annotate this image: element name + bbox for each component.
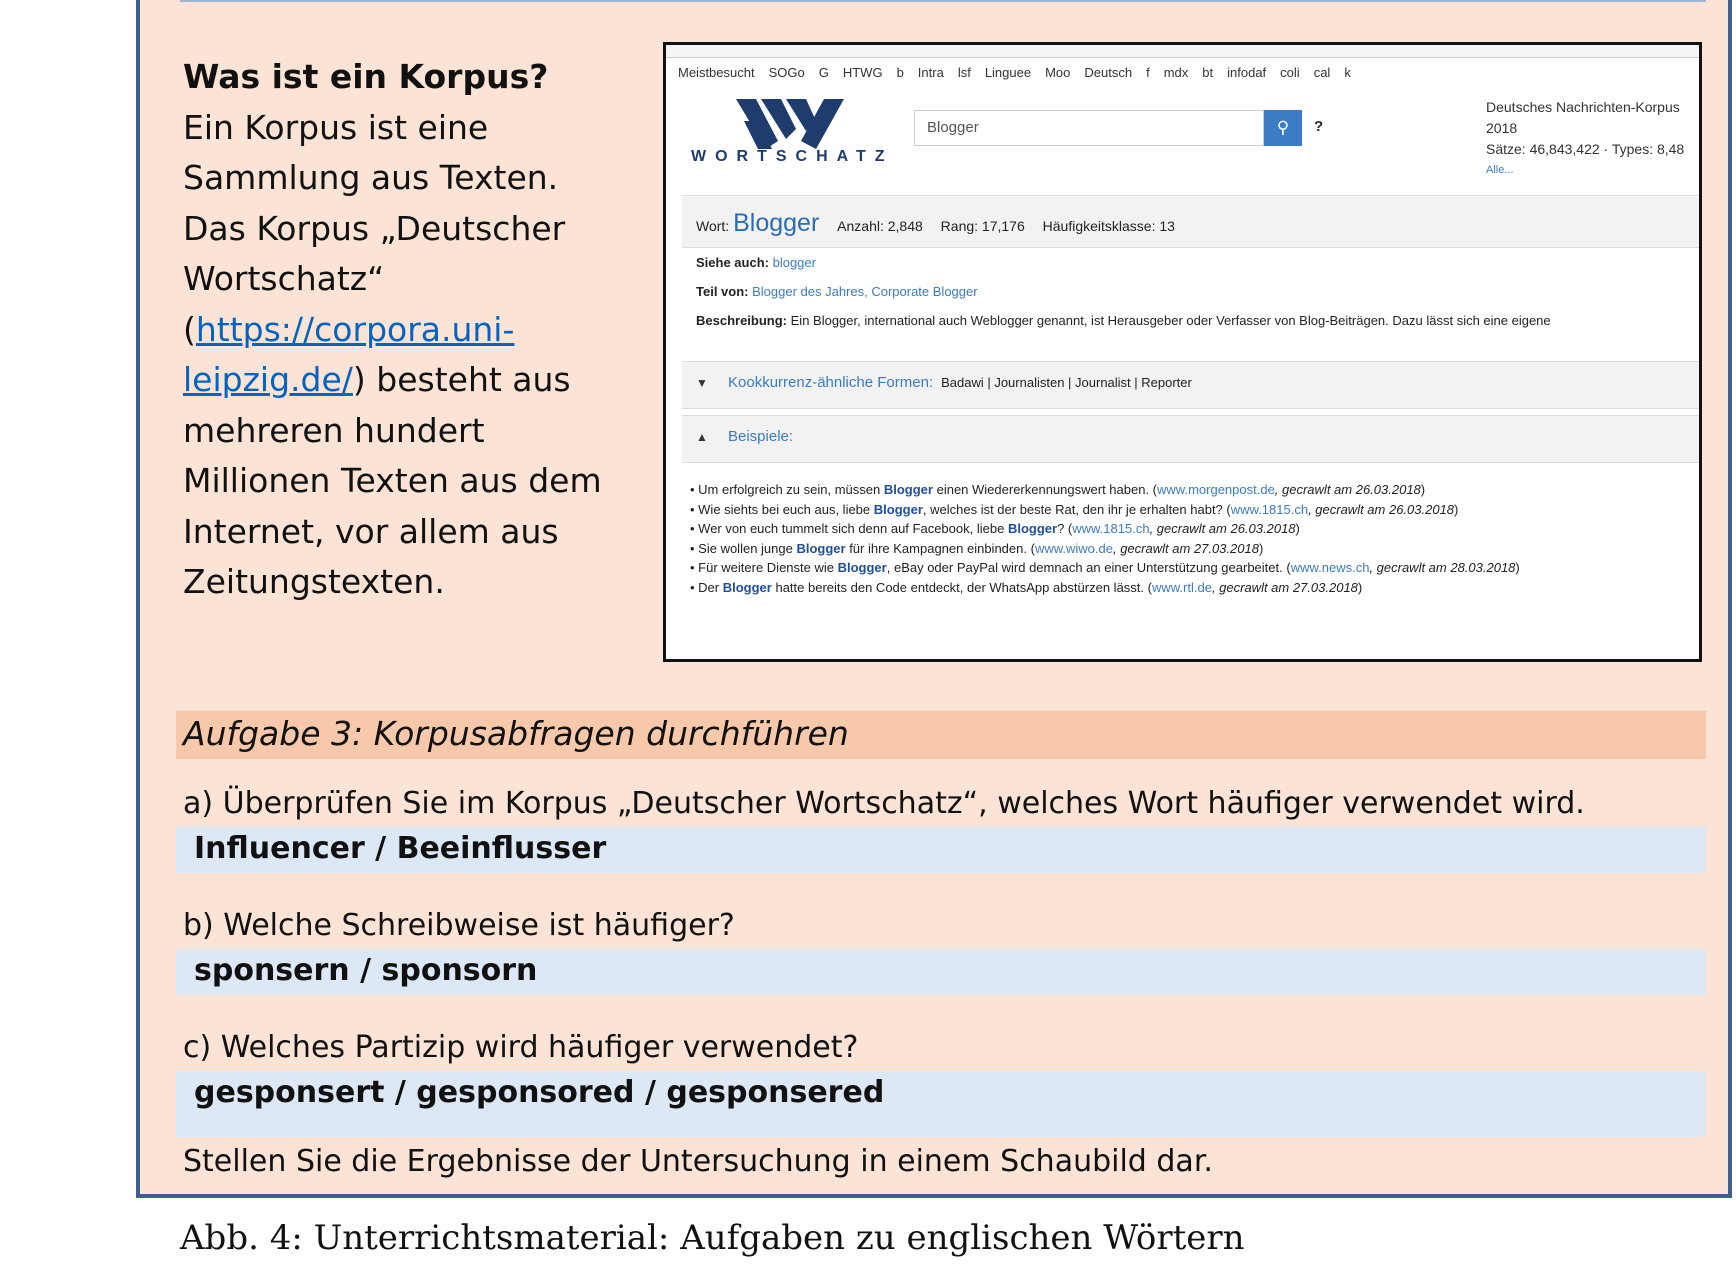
logo-text: WORTSCHATZ [691,148,894,165]
help-button[interactable]: ? [1314,118,1324,135]
search-icon: ⚲ [1276,118,1290,137]
example-text: • Wer von euch tummelt sich denn auf Facebook, liebe [690,521,1008,537]
bookmarks-bar [678,65,1698,87]
bookmark-item[interactable]: HTWG [842,65,883,80]
answer-a-box [176,827,1706,873]
description-label: Beschreibung: [696,313,788,328]
example-source-link[interactable]: www.1815.ch [1230,501,1309,517]
corpus-name: Deutsches Nachrichten-Korpus [1486,99,1680,115]
example-source-link[interactable]: www.wiwo.de [1034,540,1113,556]
example-text: • Sie wollen junge [690,540,797,556]
bookmark-item[interactable]: mdx [1163,65,1189,80]
description-text: Ein Blogger, international auch Weblogger genannt, ist Herausgeber oder Verfasser von Blog-Beiträgen. Dazu lässt sich eine eigene [790,313,1551,328]
word-header [682,197,1702,248]
example-text: einen Wiedererkennungswert haben. ( [932,482,1158,497]
example-source-link[interactable]: www.news.ch [1290,560,1370,576]
example-text: hatte bereits den Code entdeckt, der WhatsApp abstürzen lässt. ( [771,579,1152,595]
example-date: , gecrawlt am 26.03.2018 [1274,482,1421,497]
example-source-link[interactable]: www.rtl.de [1151,579,1212,595]
browser-toolbar [666,45,1699,58]
example-text: ? ( [1057,521,1073,537]
bookmark-item[interactable]: b [896,65,904,80]
example-text: ) [1515,560,1520,576]
bookmark-item[interactable]: bt [1202,65,1214,80]
example-source-link[interactable]: www.1815.ch [1072,521,1150,537]
bookmark-item[interactable]: Intra [917,65,944,80]
word-rank: Rang: 17,176 [940,218,1025,234]
examples-list [690,480,1520,598]
example-item [690,519,1520,539]
corpus-all-link[interactable]: Alle... [1486,164,1514,176]
search-button[interactable] [1264,110,1302,146]
chevron-down-icon: ▼ [696,376,708,390]
description-row [696,313,1551,328]
intro-heading: Was ist ein Korpus? [183,57,549,96]
bookmark-item[interactable]: k [1344,65,1351,80]
bookmark-item[interactable]: G [818,65,829,80]
bookmark-item[interactable]: Deutsch [1084,65,1133,80]
corpus-info [1486,97,1684,181]
answer-b: sponsern / sponsorn [194,953,538,988]
question-c: c) Welches Partizip wird häufiger verwendet? [183,1030,859,1065]
example-text: , eBay oder PayPal wird demnach an einer Unterstützung gearbeitet. ( [886,560,1291,576]
see-also-label: Siehe auch: [696,255,769,270]
bookmark-item[interactable]: Meistbesucht [678,65,755,80]
example-source-link[interactable]: www.morgenpost.de [1157,482,1275,497]
see-also-row [696,255,816,270]
example-item [690,480,1520,500]
example-text: , welches ist der beste Rat, den ihr je erhalten habt? ( [922,501,1231,517]
example-keyword: Blogger [837,560,887,576]
bookmark-item[interactable]: coli [1280,65,1300,80]
example-text: für ihre Kampagnen einbinden. ( [845,540,1035,556]
part-of-links[interactable]: Blogger des Jahres, Corporate Blogger [752,284,978,299]
chevron-up-icon: ▲ [696,430,708,444]
figure-caption: Abb. 4: Unterrichtsmaterial: Aufgaben zu englischen Wörtern [180,1218,1245,1258]
corpus-stats: Sätze: 46,843,422 · Types: 8,48 [1486,141,1685,157]
example-item [690,558,1520,578]
example-keyword: Blogger [883,482,933,497]
cooccurrence-forms: Badawi | Journalisten | Journalist | Reporter [941,375,1192,390]
example-keyword: Blogger [873,501,923,517]
word-label: Wort: [696,218,730,234]
cooccurrence-title: Kookkurrenz-ähnliche Formen: [728,374,934,391]
closing-instruction: Stellen Sie die Ergebnisse der Untersuchung in einem Schaubild dar. [183,1144,1213,1179]
answer-c-box [176,1071,1706,1137]
question-b: b) Welche Schreibweise ist häufiger? [183,908,735,943]
example-text: • Für weitere Dienste wie [690,560,838,576]
example-date: , gecrawlt am 28.03.2018 [1369,560,1516,576]
example-date: , gecrawlt am 26.03.2018 [1308,501,1455,517]
task-title: Aufgabe 3: Korpusabfragen durchführen [183,714,849,753]
example-date: , gecrawlt am 26.03.2018 [1149,521,1296,537]
example-text: • Wie siehts bei euch aus, liebe [690,501,874,517]
example-date: , gecrawlt am 27.03.2018 [1211,579,1358,595]
examples-title: Beispiele: [728,428,794,445]
intro-text [183,52,613,608]
word-count: Anzahl: 2,848 [837,218,923,234]
wortschatz-screenshot [663,42,1702,662]
answer-c: gesponsert / gesponsored / gesponsered [194,1075,885,1110]
example-item [690,578,1520,598]
example-item [690,539,1520,559]
word-title: Blogger [733,209,820,237]
example-keyword: Blogger [1007,521,1058,537]
bookmark-item[interactable]: lsf [957,65,971,80]
example-text: ) [1258,540,1264,556]
see-also-link[interactable]: blogger [772,255,816,270]
search-input[interactable]: Blogger [914,110,1264,146]
example-text: • Der [690,579,723,595]
intro-body: Ein Korpus ist eine Sammlung aus Texten. Das Korpus „Deutscher Wortschatz“ ( [183,107,566,349]
example-keyword: Blogger [796,540,846,556]
corpus-year: 2018 [1486,120,1518,136]
example-date: , gecrawlt am 27.03.2018 [1112,540,1259,556]
examples-accordion[interactable] [682,415,1702,463]
example-item [690,500,1520,520]
top-divider [180,0,1706,2]
example-text: ) [1357,579,1363,595]
corpus-link[interactable]: https://corpora.uni-leipzig.de/ [183,309,515,399]
part-of-row [696,284,978,299]
intro-body-end: ) besteht aus mehreren hundert Millionen Texten aus dem Internet, vor allem aus Zeitungstexten. [183,360,602,601]
cooccurrence-accordion[interactable] [682,361,1702,409]
bookmark-item[interactable]: Linguee [984,65,1032,80]
bookmark-item[interactable]: SOGo [768,65,805,80]
question-a: a) Überprüfen Sie im Korpus „Deutscher Wortschatz“, welches Wort häufiger verwendet wird. [183,786,1585,821]
word-frequency-class: Häufigkeitsklasse: 13 [1042,218,1175,234]
bookmark-item[interactable]: infodaf [1227,65,1267,80]
answer-b-box [176,949,1706,995]
part-of-label: Teil von: [696,284,749,299]
task-heading-bar [176,711,1706,759]
example-text: ) [1295,521,1300,537]
example-text: ) [1420,482,1426,497]
bookmark-item[interactable]: Moo [1045,65,1071,80]
example-keyword: Blogger [722,579,772,595]
worksheet-panel [136,0,1732,1198]
example-text: • Um erfolgreich zu sein, müssen [690,482,884,497]
bookmark-item[interactable]: cal [1313,65,1331,80]
example-text: ) [1454,501,1459,517]
answer-a: Influencer / Beeinflusser [194,831,607,866]
bookmark-item[interactable]: f [1146,65,1150,80]
